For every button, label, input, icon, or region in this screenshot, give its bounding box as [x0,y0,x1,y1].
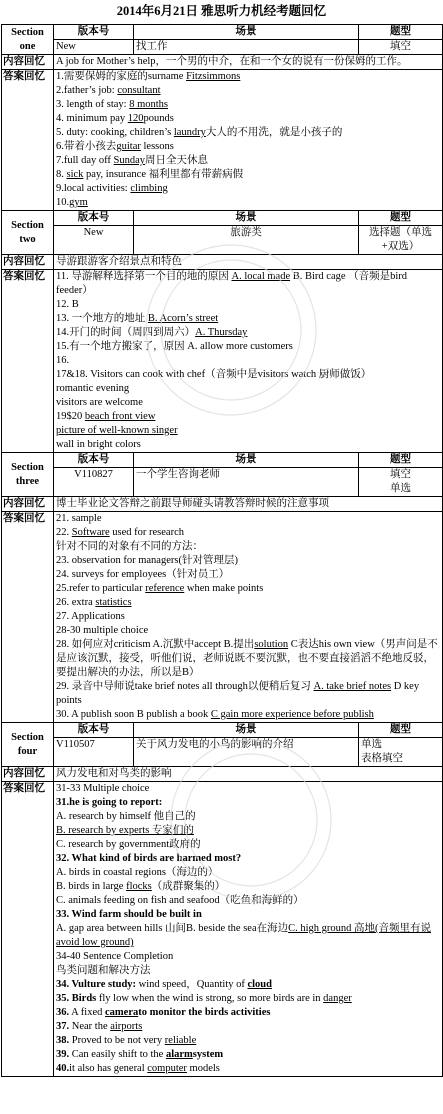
answer-line [56,98,440,112]
answer-segment: 鸟类问题和解决方法 [56,965,151,976]
s3-version: V110827 [54,468,134,497]
answer-line [56,1034,440,1048]
s4-scene-header: 场景 [134,723,359,738]
s2-version-header: 版本号 [54,211,134,226]
answer-segment: 21. sample [56,513,102,524]
s1-scene-header: 场景 [134,25,359,40]
answer-line [56,340,440,354]
s3-scene: 一个学生咨询老师 [134,468,359,497]
answer-segment: A. gap area between hills 山间B. beside the sea在海边 [56,923,289,934]
answer-segment: 1.需要保姆的家庭的surname [56,71,187,82]
s1-content [54,55,443,70]
answer-line [56,1048,440,1062]
answer-line [56,326,440,340]
answer-segment: pay, insurance 福利里都有带薪病假 [83,169,244,180]
answer-segment: A. take brief notes [313,681,392,692]
s2-content: 导游跟游客介绍景点和特色 [54,255,443,270]
s2-type: 选择题（单选+双选） [359,226,443,255]
answer-segment: Fitzsimmons [186,71,241,82]
answer-line [56,624,440,638]
answer-segment: A. Thursday [195,327,248,338]
answer-segment: C. research by government政府的 [56,839,201,850]
s3-content: 博士毕业论文答辩之前跟导师碰头请教答辩时候的注意事项 [54,497,443,512]
answer-segment: computer [147,1063,187,1074]
answer-segment: C. high ground 高地(音频里有说avoid low ground) [56,923,432,948]
answer-line [56,796,440,810]
s1-answers-label: 答案回忆 [2,70,54,211]
answer-line [56,680,440,708]
s4-version-header: 版本号 [54,723,134,738]
answer-line [56,554,440,568]
answer-segment: 7.full day off [56,155,114,166]
answer-segment: 17&18. Visitors can cook with chef（音频中是visitors watch 厨师做饭） [56,369,372,380]
answer-segment: 3. length of stay: [56,99,130,110]
s4-answers-row [2,782,443,1077]
answer-segment: Software [71,527,110,538]
answer-segment: 13. 一个地方的地址 [56,313,148,324]
s2-scene: 旅游类 [134,226,359,255]
s2-answers-label: 答案回忆 [2,270,54,453]
answer-line [56,182,440,196]
answer-segment: 30. A publish soon B publish a book [56,709,211,720]
s2-scene-header: 场景 [134,211,359,226]
answer-segment: 28-30 multiple choice [56,625,149,636]
s3-type-1: 填空 [390,469,411,480]
s1-scene: 找工作 [134,40,359,55]
answer-line [56,368,440,382]
s1-answers-row [2,70,443,211]
answer-segment: solution [254,639,289,650]
answer-line [56,84,440,98]
s3-type-2: 单选 [390,483,411,494]
s3-type-header: 题型 [359,453,443,468]
answer-segment: 10. [56,197,70,208]
answer-segment: 大人的不用洗，就是小孩子的 [205,127,343,138]
answer-segment: reliable [164,1035,197,1046]
answer-segment: Near the [69,1021,111,1032]
answer-segment: 26. extra [56,597,96,608]
answer-line [56,112,440,126]
answer-line [56,354,440,368]
s1-type: 填空 [359,40,443,55]
s4-version: V110507 [54,738,134,767]
answer-segment: B. Bird cage （音频是bird feeder） [56,271,408,296]
answer-segment: A fixed [69,1007,105,1018]
answer-line [56,568,440,582]
answer-line [56,70,440,84]
answer-line [56,852,440,866]
s4-header-row [2,723,443,738]
answer-line [56,908,440,922]
answer-segment: 6.带着小孩去 [56,141,117,152]
answer-segment: consultant [117,85,161,96]
s3-answers-label: 答案回忆 [2,512,54,723]
answer-line [56,512,440,526]
s3-answers [54,512,443,723]
answer-segment: 29. 录音中导师说take brief notes all through以便稍后复习 [56,681,314,692]
s4-content-label: 内容回忆 [2,767,54,782]
s1-type-header: 题型 [359,25,443,40]
s3-content-label: 内容回忆 [2,497,54,512]
s1-version-header: 版本号 [54,25,134,40]
answer-line [56,312,440,326]
s2-info-row [2,226,443,255]
answer-segment: 27. Applications [56,611,125,622]
answer-segment: 14.开门的时间（周四到周六） [56,327,196,338]
s3-answers-row [2,512,443,723]
s2-version: New [54,226,134,255]
answer-segment: 8 months [129,99,168,110]
answer-line [56,866,440,880]
s1-version: New [54,40,134,55]
answer-segment: visitors are welcome [56,397,143,408]
answer-line [56,824,440,838]
s1-content-row [2,55,443,70]
answer-line [56,196,440,210]
answer-segment: B. birds in large [56,881,127,892]
answer-segment: when make points [184,583,264,594]
answer-line [56,782,440,796]
answer-segment: reference [145,583,185,594]
answer-line [56,708,440,722]
answer-segment: D key points [56,681,420,706]
answer-segment: A. research by himself 他自己的 [56,811,196,822]
s4-type-2: 表格填空 [361,753,403,764]
answer-segment: models [186,1063,220,1074]
answer-segment: 31-33 Multiple choice [56,783,150,794]
answer-line [56,540,440,554]
answer-segment: 25.refer to particular [56,583,146,594]
answer-segment: 38. [56,1035,70,1046]
answer-line [56,168,440,182]
s2-header-row [2,211,443,226]
s3-section-name: Section three [2,453,54,497]
s1-content-text: A job for Mother’s help，一个男的中介，在和一个女的说有一份保姆的工作。 [56,56,408,67]
answer-line [56,438,440,452]
answer-segment: C. animals feeding on fish and seafood（吃鱼和海鲜的） [56,895,304,906]
answer-segment: 周日全天休息 [145,155,209,166]
s4-scene: 关于风力发电的小鸟的影响的介绍 [134,738,359,767]
answer-segment: system [192,1049,224,1060]
answer-segment: used for research [109,527,184,538]
s3-version-header: 版本号 [54,453,134,468]
s2-section-name: Section two [2,211,54,255]
answer-line [56,1020,440,1034]
answer-segment: 12. B [56,299,79,310]
s3-content-row [2,497,443,512]
answer-line [56,964,440,978]
answer-segment: pounds [143,113,174,124]
document-title: 2014年6月21日 雅思听力机经考题回忆 [116,4,327,18]
answer-line [56,382,440,396]
answer-segment: 11. 导游解释选择第一个目的地的原因 [56,271,232,282]
s2-answers [54,270,443,453]
s4-answers-label: 答案回忆 [2,782,54,1077]
answer-line [56,978,440,992]
s2-type-header: 题型 [359,211,443,226]
answer-segment: airports [110,1021,143,1032]
s2-answers-row [2,270,443,453]
answer-segment: fly low when the wind is strong, so more birds are in [96,993,324,1004]
s2-content-label: 内容回忆 [2,255,54,270]
s4-type-header: 题型 [359,723,443,738]
answer-segment: 33. Wind farm should be built in [56,909,202,920]
s3-scene-header: 场景 [134,453,359,468]
s3-info-row [2,468,443,497]
answer-line [56,880,440,894]
answer-segment: cloud [247,979,272,990]
answer-line [56,526,440,540]
answer-line [56,140,440,154]
answer-segment: 4. minimum pay [56,113,128,124]
answer-segment: 5. duty: cooking, children’s [56,127,174,138]
s1-answers [54,70,443,211]
answer-line [56,1062,440,1076]
answer-segment: 24. surveys for employees（针对员工） [56,569,230,580]
answer-segment: 34. Vulture study: [56,979,137,990]
s4-answers [54,782,443,1077]
s3-header-row [2,453,443,468]
answer-segment: wall in bright colors [56,439,141,450]
answer-segment: lessons [140,141,174,152]
answer-line [56,838,440,852]
answer-line [56,950,440,964]
answer-segment: to monitor the birds activities [138,1007,271,1018]
answer-line [56,922,440,950]
answer-segment: camera [105,1007,139,1018]
answer-line [56,396,440,410]
answer-segment: Proved to be not very [69,1035,165,1046]
answer-segment: Can easily shift to the [69,1049,166,1060]
answer-segment: 23. observation for managers(针对管理层) [56,555,238,566]
s1-info-row [2,40,443,55]
answer-line [56,894,440,908]
document-page [1,0,442,1077]
answer-segment: 22. [56,527,72,538]
answer-segment: A. birds in coastal regions（海边的） [56,867,219,878]
answer-segment: 36. [56,1007,70,1018]
s3-type [359,468,443,497]
answer-line [56,1006,440,1020]
answer-segment: sick [66,169,84,180]
s1-section-name: Section one [2,25,54,55]
answer-segment: it also has general [69,1063,148,1074]
answer-segment: 8. [56,169,67,180]
answer-segment: danger [323,993,352,1004]
answer-segment: 16. [56,355,70,366]
s4-content: 风力发电和对鸟类的影响 [54,767,443,782]
listening-recall-table [1,24,443,1077]
s4-type-1: 单选 [361,739,382,750]
answer-line [56,610,440,624]
s4-type [359,738,443,767]
s4-content-row [2,767,443,782]
answer-segment: flocks [126,881,152,892]
answer-segment: Sunday [113,155,146,166]
s4-section-name: Section four [2,723,54,767]
answer-segment: romantic evening [56,383,130,394]
answer-line [56,298,440,312]
answer-segment: 37. [56,1021,70,1032]
answer-segment: 19$20 [56,411,85,422]
answer-segment: 35. Birds [56,993,97,1004]
answer-line [56,410,440,424]
answer-segment: C表达his own view（男声问是不是应该沉默，接受，听他们说，老师说既不要沉默，也不要直接滔滔不绝地反驳，要提出解决的办法，所以是B） [56,639,438,678]
answer-segment: B. Acorn’s street [147,313,219,324]
answer-segment: 31.he is going to report: [56,797,163,808]
answer-segment: guitar [116,141,141,152]
answer-segment: 28. 如何应对criticism A.沉默中accept B.提出 [56,639,255,650]
answer-segment: picture of well-known singer [56,425,178,436]
answer-segment: 2.father’s job: [56,85,118,96]
answer-segment: beach front view [84,411,156,422]
answer-line [56,582,440,596]
answer-segment: 15.有一个地方搬家了，原因 A. allow more customers [56,341,293,352]
answer-segment: alarm [165,1049,193,1060]
s1-content-label: 内容回忆 [2,55,54,70]
answer-segment: 32. What kind of birds are harmed most? [56,853,242,864]
answer-segment: 120 [127,113,144,124]
answer-segment: B. research by experts 专家们的 [56,825,194,836]
answer-line [56,270,440,298]
answer-line [56,638,440,680]
answer-segment: statistics [95,597,132,608]
answer-segment: 针对不同的对象有不同的方法： [56,541,203,552]
answer-line [56,810,440,824]
answer-segment: gym [69,197,88,208]
answer-segment: 39. [56,1049,70,1060]
answer-segment: climbing [130,183,168,194]
answer-line [56,154,440,168]
answer-segment: wind speed，Quantity of [136,979,248,990]
answer-line [56,596,440,610]
answer-line [56,992,440,1006]
answer-segment: （成群聚集的） [151,881,226,892]
answer-line [56,424,440,438]
s1-header-row [2,25,443,40]
s4-info-row [2,738,443,767]
answer-segment: 40. [56,1063,70,1074]
answer-line [56,126,440,140]
answer-segment: A. local made [231,271,291,282]
answer-segment: 34-40 Sentence Completion [56,951,174,962]
s2-content-row [2,255,443,270]
answer-segment: 9.local activities: [56,183,131,194]
answer-segment: C gain more experience before publish [210,709,374,720]
answer-segment: laundry [173,127,206,138]
